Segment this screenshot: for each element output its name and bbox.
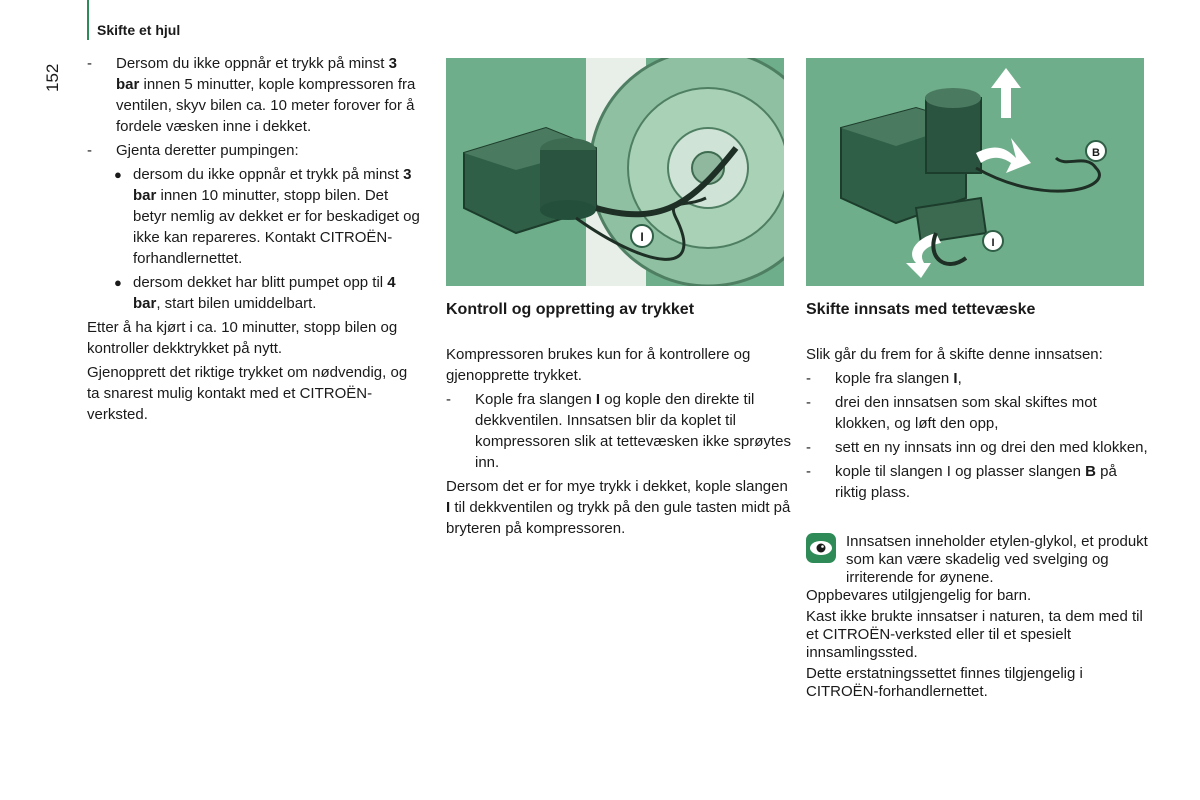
bullet-icon: ● xyxy=(114,275,122,290)
paragraph: Dette erstatningssettet finnes tilgjengelig i CITROËN-forhandlernettet. xyxy=(806,665,1083,700)
section-heading: Skifte innsats med tettevæske xyxy=(806,301,1036,318)
section-title: Skifte et hjul xyxy=(97,22,181,38)
page-number: 152 xyxy=(43,63,62,92)
bullet-icon: ● xyxy=(114,167,122,182)
paragraph: Kompressoren brukes kun for å kontrollere og gjenopprette trykket. xyxy=(446,346,751,384)
warning-note xyxy=(806,533,1151,587)
warning-text: Innsatsen inneholder etylen-glykol, et produkt som kan være skadelig ved svelging og irriterende for øynene. xyxy=(846,533,1148,586)
paragraph: Slik går du frem for å skifte denne innsatsen: xyxy=(806,346,1103,363)
section-heading: Kontroll og oppretting av trykket xyxy=(446,301,695,318)
column-left xyxy=(87,53,422,428)
list-item: - Dersom du ikke oppnår et trykk på minst 3 bar innen 5 minutter, kople kompressoren fra ventilen, skyv bilen ca. 10 meter forover for å fordele væsken inne i dekket. xyxy=(87,55,416,135)
figure-label-b: B xyxy=(1092,147,1100,159)
cartridge-replacement-illustration xyxy=(806,58,1144,286)
sub-list-item: ● dersom dekket har blitt pumpet opp til 4 bar, start bilen umiddelbart. xyxy=(114,274,396,312)
paragraph: Oppbevares utilgjengelig for barn. xyxy=(806,587,1032,604)
header-accent-bar xyxy=(87,0,89,40)
list-item: - kople til slangen I og plasser slangen B på riktig plass. xyxy=(806,463,1117,501)
column-right xyxy=(806,300,1151,704)
paragraph: Kast ikke brukte innsatser i naturen, ta dem med til et CITROËN-verksted eller til et spesielt innsamlingssted. xyxy=(806,608,1143,661)
paragraph: Dersom det er for mye trykk i dekket, kople slangen I til dekkventilen og trykk på den gule tasten midt på bryteren på kompressoren. xyxy=(446,478,791,537)
eye-icon xyxy=(806,533,836,563)
figure-label-i: I xyxy=(991,237,995,249)
list-item: - drei den innsatsen som skal skiftes mot klokken, og løft den opp, xyxy=(806,394,1097,432)
sub-list-item: ● dersom du ikke oppnår et trykk på minst 3 bar innen 10 minutter, stopp bilen. Det betyr nemlig av dekket er for beskadiget og ikke kan repareres. Kontakt CITROËN-forhandlernettet. xyxy=(114,166,420,267)
figure-label-i: I xyxy=(640,230,644,244)
compressor-wheel-illustration xyxy=(446,58,784,286)
list-item: - sett en ny innsats inn og drei den med klokken, xyxy=(806,439,1148,456)
list-item: - Gjenta deretter pumpingen: xyxy=(87,142,299,159)
paragraph: Etter å ha kjørt i ca. 10 minutter, stopp bilen og kontroller dekktrykket på nytt. xyxy=(87,319,398,357)
list-item: - kople fra slangen I, xyxy=(806,370,962,387)
column-middle xyxy=(446,300,791,542)
paragraph: Gjenopprett det riktige trykket om nødvendig, og ta snarest mulig kontakt med et CITROËN-verksted. xyxy=(87,364,408,423)
list-item: - Kople fra slangen I og kople den direkte til dekkventilen. Innsatsen blir da koplet til kompressoren slik at tettevæsken ikke sprøytes inn. xyxy=(446,391,791,471)
